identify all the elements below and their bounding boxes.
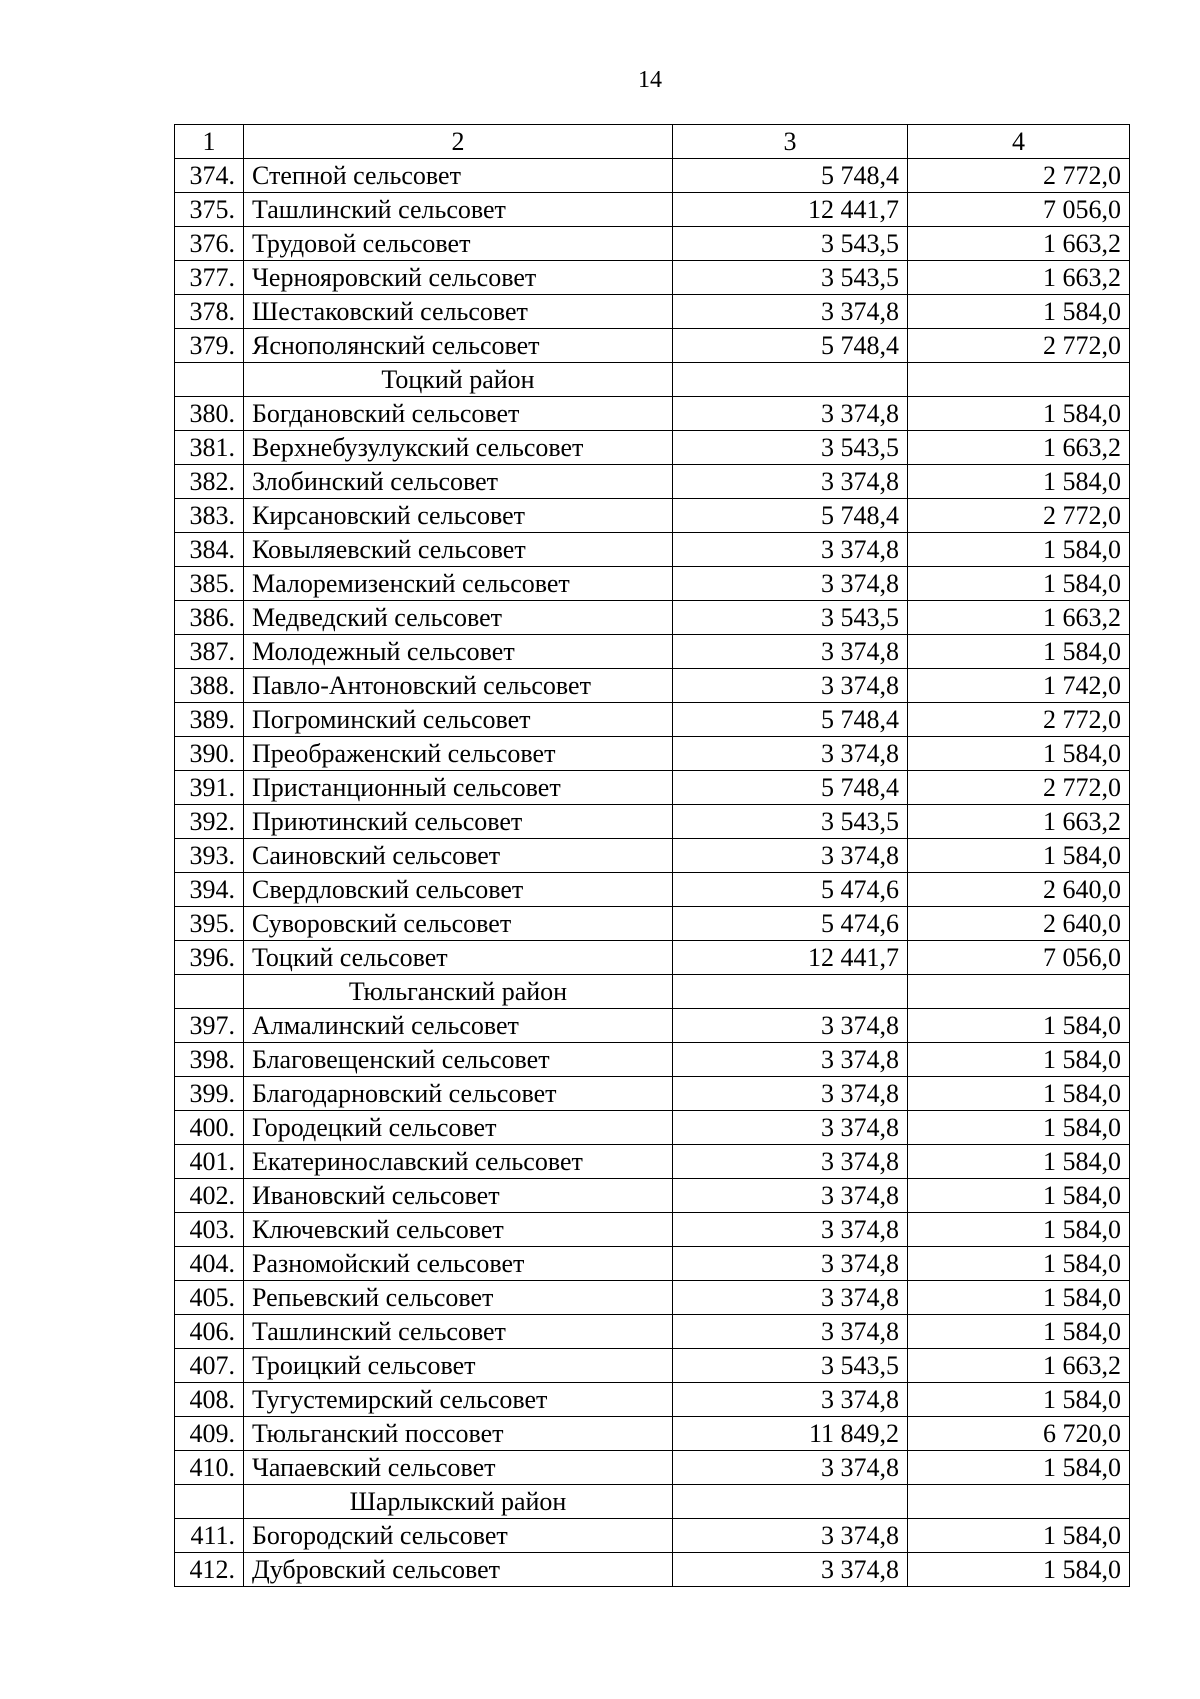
- value-cell-col3: 5 748,4: [673, 703, 908, 737]
- table-row: [175, 635, 1130, 669]
- value-cell-col4: 1 584,0: [908, 1281, 1130, 1315]
- settlement-name-cell: Алмалинский сельсовет: [244, 1009, 673, 1043]
- value-cell-col3: 3 374,8: [673, 737, 908, 771]
- settlement-name-cell: Разномойский сельсовет: [244, 1247, 673, 1281]
- settlement-name-cell: Тоцкий сельсовет: [244, 941, 673, 975]
- value-cell-col3: 3 374,8: [673, 1383, 908, 1417]
- settlement-name-cell: Приютинский сельсовет: [244, 805, 673, 839]
- value-cell-col4: [908, 363, 1130, 397]
- value-cell-col4: 1 663,2: [908, 1349, 1130, 1383]
- value-cell-col3: 3 543,5: [673, 227, 908, 261]
- value-cell-col3: 3 374,8: [673, 1519, 908, 1553]
- settlement-name-cell: Молодежный сельсовет: [244, 635, 673, 669]
- value-cell-col3: 3 543,5: [673, 805, 908, 839]
- value-cell-col3: 3 374,8: [673, 1451, 908, 1485]
- row-number-cell: 410.: [175, 1451, 244, 1485]
- value-cell-col4: 1 663,2: [908, 261, 1130, 295]
- value-cell-col3: [673, 975, 908, 1009]
- row-number-cell: [175, 1485, 244, 1519]
- row-number-cell: 401.: [175, 1145, 244, 1179]
- row-number-cell: 388.: [175, 669, 244, 703]
- value-cell-col3: 12 441,7: [673, 941, 908, 975]
- value-cell-col3: 3 374,8: [673, 669, 908, 703]
- table-row: [175, 839, 1130, 873]
- settlement-name-cell: Медведский сельсовет: [244, 601, 673, 635]
- table-row: [175, 193, 1130, 227]
- row-number-cell: 395.: [175, 907, 244, 941]
- value-cell-col4: 2 640,0: [908, 907, 1130, 941]
- value-cell-col3: 3 543,5: [673, 261, 908, 295]
- settlement-name-cell: Свердловский сельсовет: [244, 873, 673, 907]
- district-name-cell: Тоцкий район: [244, 363, 673, 397]
- value-cell-col4: 1 584,0: [908, 1519, 1130, 1553]
- settlement-name-cell: Суворовский сельсовет: [244, 907, 673, 941]
- table-row: [175, 261, 1130, 295]
- value-cell-col4: 1 584,0: [908, 295, 1130, 329]
- value-cell-col3: 5 474,6: [673, 873, 908, 907]
- settlement-name-cell: Репьевский сельсовет: [244, 1281, 673, 1315]
- value-cell-col4: [908, 1485, 1130, 1519]
- value-cell-col3: 3 543,5: [673, 1349, 908, 1383]
- value-cell-col3: 5 474,6: [673, 907, 908, 941]
- row-number-cell: 389.: [175, 703, 244, 737]
- value-cell-col3: 3 374,8: [673, 1111, 908, 1145]
- value-cell-col4: 1 742,0: [908, 669, 1130, 703]
- settlement-name-cell: Ташлинский сельсовет: [244, 1315, 673, 1349]
- row-number-cell: 397.: [175, 1009, 244, 1043]
- value-cell-col4: 1 584,0: [908, 1077, 1130, 1111]
- value-cell-col4: 1 584,0: [908, 1009, 1130, 1043]
- settlement-name-cell: Злобинский сельсовет: [244, 465, 673, 499]
- settlement-name-cell: Городецкий сельсовет: [244, 1111, 673, 1145]
- value-cell-col4: 1 584,0: [908, 1213, 1130, 1247]
- row-number-cell: 378.: [175, 295, 244, 329]
- table-row: [175, 533, 1130, 567]
- row-number-cell: 398.: [175, 1043, 244, 1077]
- settlement-name-cell: Саиновский сельсовет: [244, 839, 673, 873]
- value-cell-col3: 3 374,8: [673, 1213, 908, 1247]
- row-number-cell: [175, 975, 244, 1009]
- value-cell-col4: 1 584,0: [908, 1451, 1130, 1485]
- row-number-cell: [175, 363, 244, 397]
- value-cell-col3: 3 374,8: [673, 1315, 908, 1349]
- value-cell-col3: 3 374,8: [673, 1281, 908, 1315]
- settlement-name-cell: Чапаевский сельсовет: [244, 1451, 673, 1485]
- table-row: [175, 1451, 1130, 1485]
- row-number-cell: 386.: [175, 601, 244, 635]
- row-number-cell: 402.: [175, 1179, 244, 1213]
- table-row: [175, 1179, 1130, 1213]
- value-cell-col3: 5 748,4: [673, 499, 908, 533]
- table-row: [175, 601, 1130, 635]
- value-cell-col4: 7 056,0: [908, 193, 1130, 227]
- table-row: [175, 1315, 1130, 1349]
- settlement-name-cell: Екатеринославский сельсовет: [244, 1145, 673, 1179]
- value-cell-col3: 3 374,8: [673, 465, 908, 499]
- row-number-cell: 407.: [175, 1349, 244, 1383]
- table-row: [175, 1553, 1130, 1587]
- row-number-cell: 408.: [175, 1383, 244, 1417]
- row-number-cell: 412.: [175, 1553, 244, 1587]
- value-cell-col3: 5 748,4: [673, 329, 908, 363]
- value-cell-col4: 1 584,0: [908, 1043, 1130, 1077]
- value-cell-col3: 3 374,8: [673, 1553, 908, 1587]
- value-cell-col3: 5 748,4: [673, 159, 908, 193]
- row-number-cell: 411.: [175, 1519, 244, 1553]
- table-row: [175, 1383, 1130, 1417]
- row-number-cell: 387.: [175, 635, 244, 669]
- value-cell-col3: 3 374,8: [673, 1009, 908, 1043]
- value-cell-col4: 1 663,2: [908, 227, 1130, 261]
- settlement-name-cell: Малоремизенский сельсовет: [244, 567, 673, 601]
- value-cell-col4: 1 584,0: [908, 1553, 1130, 1587]
- settlement-name-cell: Трудовой сельсовет: [244, 227, 673, 261]
- table-row: [175, 737, 1130, 771]
- district-heading-row: [175, 363, 1130, 397]
- row-number-cell: 377.: [175, 261, 244, 295]
- district-heading-row: [175, 975, 1130, 1009]
- row-number-cell: 381.: [175, 431, 244, 465]
- column-header: 2: [244, 125, 673, 159]
- settlement-name-cell: Ключевский сельсовет: [244, 1213, 673, 1247]
- row-number-cell: 394.: [175, 873, 244, 907]
- settlement-name-cell: Пристанционный сельсовет: [244, 771, 673, 805]
- row-number-cell: 409.: [175, 1417, 244, 1451]
- data-table: [174, 124, 1130, 1587]
- table-row: [175, 941, 1130, 975]
- value-cell-col4: 1 584,0: [908, 1145, 1130, 1179]
- table-row: [175, 703, 1130, 737]
- value-cell-col3: 3 374,8: [673, 1077, 908, 1111]
- row-number-cell: 399.: [175, 1077, 244, 1111]
- settlement-name-cell: Богдановский сельсовет: [244, 397, 673, 431]
- table-body: [175, 125, 1130, 1587]
- settlement-name-cell: Ивановский сельсовет: [244, 1179, 673, 1213]
- value-cell-col3: 3 543,5: [673, 601, 908, 635]
- table-header-row: [175, 125, 1130, 159]
- settlement-name-cell: Троицкий сельсовет: [244, 1349, 673, 1383]
- row-number-cell: 374.: [175, 159, 244, 193]
- value-cell-col4: 1 584,0: [908, 1383, 1130, 1417]
- value-cell-col4: 1 584,0: [908, 397, 1130, 431]
- settlement-name-cell: Погроминский сельсовет: [244, 703, 673, 737]
- table-row: [175, 1519, 1130, 1553]
- value-cell-col4: 2 772,0: [908, 329, 1130, 363]
- value-cell-col3: [673, 1485, 908, 1519]
- table-row: [175, 771, 1130, 805]
- table-row: [175, 1247, 1130, 1281]
- settlement-name-cell: Тюльганский поссовет: [244, 1417, 673, 1451]
- table-row: [175, 1077, 1130, 1111]
- value-cell-col3: 3 374,8: [673, 397, 908, 431]
- value-cell-col3: 3 374,8: [673, 1247, 908, 1281]
- table-row: [175, 295, 1130, 329]
- settlement-name-cell: Преображенский сельсовет: [244, 737, 673, 771]
- district-name-cell: Шарлыкский район: [244, 1485, 673, 1519]
- table-row: [175, 1009, 1130, 1043]
- row-number-cell: 380.: [175, 397, 244, 431]
- table-row: [175, 669, 1130, 703]
- settlement-name-cell: Богородский сельсовет: [244, 1519, 673, 1553]
- row-number-cell: 379.: [175, 329, 244, 363]
- settlement-name-cell: Верхнебузулукский сельсовет: [244, 431, 673, 465]
- settlement-name-cell: Дубровский сельсовет: [244, 1553, 673, 1587]
- page-number: 14: [638, 67, 662, 93]
- value-cell-col4: 2 772,0: [908, 499, 1130, 533]
- value-cell-col3: 3 374,8: [673, 295, 908, 329]
- row-number-cell: 403.: [175, 1213, 244, 1247]
- settlement-name-cell: Павло-Антоновский сельсовет: [244, 669, 673, 703]
- value-cell-col4: 1 584,0: [908, 839, 1130, 873]
- district-heading-row: [175, 1485, 1130, 1519]
- table-row: [175, 1213, 1130, 1247]
- value-cell-col4: 1 584,0: [908, 1179, 1130, 1213]
- table-row: [175, 873, 1130, 907]
- table-row: [175, 397, 1130, 431]
- table-row: [175, 465, 1130, 499]
- value-cell-col4: 2 772,0: [908, 771, 1130, 805]
- row-number-cell: 390.: [175, 737, 244, 771]
- settlement-name-cell: Чернояровский сельсовет: [244, 261, 673, 295]
- value-cell-col3: 3 374,8: [673, 1145, 908, 1179]
- table-row: [175, 431, 1130, 465]
- column-header: 3: [673, 125, 908, 159]
- row-number-cell: 382.: [175, 465, 244, 499]
- value-cell-col4: 1 584,0: [908, 635, 1130, 669]
- value-cell-col4: 1 663,2: [908, 431, 1130, 465]
- row-number-cell: 376.: [175, 227, 244, 261]
- settlement-name-cell: Ташлинский сельсовет: [244, 193, 673, 227]
- value-cell-col4: 2 640,0: [908, 873, 1130, 907]
- value-cell-col3: [673, 363, 908, 397]
- value-cell-col4: 2 772,0: [908, 703, 1130, 737]
- value-cell-col3: 3 374,8: [673, 1043, 908, 1077]
- table-row: [175, 1349, 1130, 1383]
- table-row: [175, 1281, 1130, 1315]
- settlement-name-cell: Кирсановский сельсовет: [244, 499, 673, 533]
- row-number-cell: 385.: [175, 567, 244, 601]
- value-cell-col4: 1 584,0: [908, 1111, 1130, 1145]
- settlement-name-cell: Ковыляевский сельсовет: [244, 533, 673, 567]
- value-cell-col3: 3 374,8: [673, 567, 908, 601]
- table-row: [175, 805, 1130, 839]
- row-number-cell: 396.: [175, 941, 244, 975]
- value-cell-col3: 3 374,8: [673, 839, 908, 873]
- table-row: [175, 1145, 1130, 1179]
- row-number-cell: 406.: [175, 1315, 244, 1349]
- settlement-name-cell: Степной сельсовет: [244, 159, 673, 193]
- settlement-name-cell: Благодарновский сельсовет: [244, 1077, 673, 1111]
- value-cell-col3: 3 543,5: [673, 431, 908, 465]
- value-cell-col4: 1 663,2: [908, 805, 1130, 839]
- value-cell-col3: 5 748,4: [673, 771, 908, 805]
- table-row: [175, 499, 1130, 533]
- row-number-cell: 400.: [175, 1111, 244, 1145]
- row-number-cell: 391.: [175, 771, 244, 805]
- value-cell-col4: 1 663,2: [908, 601, 1130, 635]
- table-row: [175, 1417, 1130, 1451]
- row-number-cell: 404.: [175, 1247, 244, 1281]
- row-number-cell: 392.: [175, 805, 244, 839]
- value-cell-col4: 1 584,0: [908, 1315, 1130, 1349]
- value-cell-col3: 12 441,7: [673, 193, 908, 227]
- settlement-name-cell: Благовещенский сельсовет: [244, 1043, 673, 1077]
- value-cell-col4: [908, 975, 1130, 1009]
- value-cell-col4: 1 584,0: [908, 1247, 1130, 1281]
- value-cell-col3: 3 374,8: [673, 533, 908, 567]
- column-header: 4: [908, 125, 1130, 159]
- row-number-cell: 375.: [175, 193, 244, 227]
- settlement-name-cell: Тугустемирский сельсовет: [244, 1383, 673, 1417]
- value-cell-col4: 1 584,0: [908, 465, 1130, 499]
- table-row: [175, 329, 1130, 363]
- table-row: [175, 227, 1130, 261]
- table-row: [175, 159, 1130, 193]
- value-cell-col4: 6 720,0: [908, 1417, 1130, 1451]
- value-cell-col4: 1 584,0: [908, 567, 1130, 601]
- row-number-cell: 383.: [175, 499, 244, 533]
- settlement-name-cell: Шестаковский сельсовет: [244, 295, 673, 329]
- value-cell-col4: 2 772,0: [908, 159, 1130, 193]
- row-number-cell: 384.: [175, 533, 244, 567]
- value-cell-col3: 3 374,8: [673, 1179, 908, 1213]
- district-name-cell: Тюльганский район: [244, 975, 673, 1009]
- row-number-cell: 405.: [175, 1281, 244, 1315]
- table-row: [175, 567, 1130, 601]
- value-cell-col4: 1 584,0: [908, 737, 1130, 771]
- value-cell-col4: 7 056,0: [908, 941, 1130, 975]
- value-cell-col3: 3 374,8: [673, 635, 908, 669]
- value-cell-col3: 11 849,2: [673, 1417, 908, 1451]
- column-header: 1: [175, 125, 244, 159]
- table-row: [175, 907, 1130, 941]
- settlement-name-cell: Яснополянский сельсовет: [244, 329, 673, 363]
- value-cell-col4: 1 584,0: [908, 533, 1130, 567]
- table-row: [175, 1043, 1130, 1077]
- row-number-cell: 393.: [175, 839, 244, 873]
- table-row: [175, 1111, 1130, 1145]
